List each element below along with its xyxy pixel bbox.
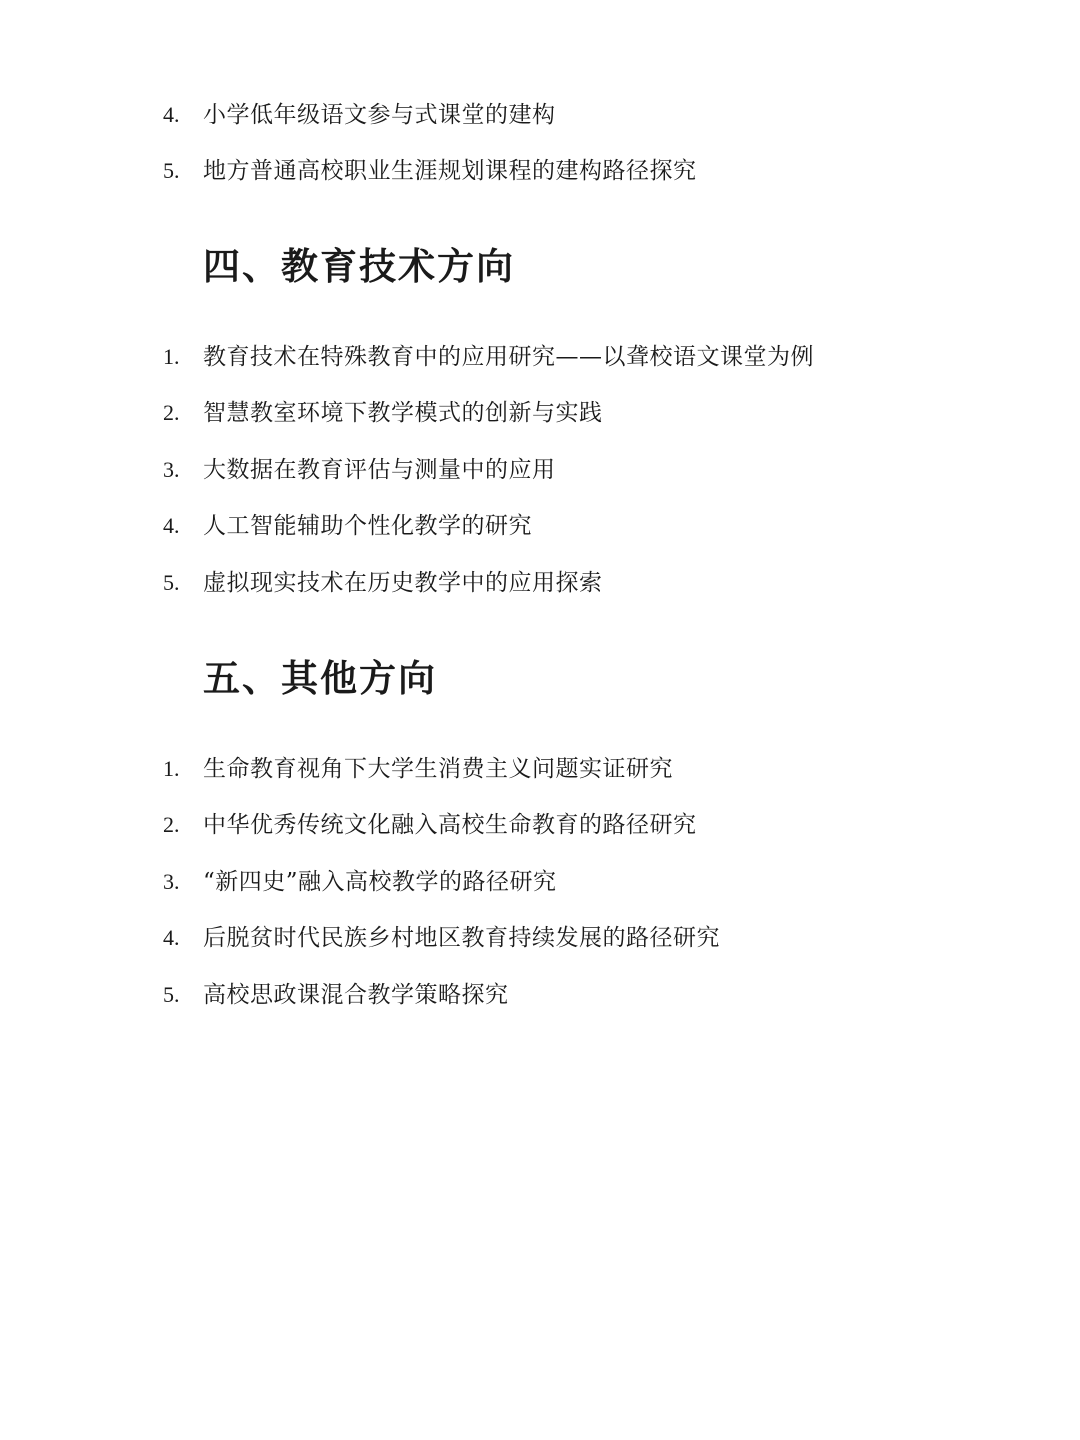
item-number: 5.	[163, 570, 180, 595]
item-text: 教育技术在特殊教育中的应用研究——以聋校语文课堂为例	[203, 344, 814, 370]
list-item	[163, 921, 720, 955]
list-item	[163, 808, 697, 842]
item-number: 2.	[163, 400, 180, 425]
item-number: 1.	[163, 756, 180, 781]
item-text: 生命教育视角下大学生消费主义问题实证研究	[203, 756, 673, 782]
list-item	[163, 752, 673, 786]
list-item	[163, 154, 697, 188]
section-heading: 四、教育技术方向	[203, 244, 515, 288]
item-text: 小学低年级语文参与式课堂的建构	[203, 102, 556, 128]
list-item	[163, 566, 603, 600]
item-text: 人工智能辅助个性化教学的研究	[203, 513, 532, 539]
list-item	[163, 98, 556, 132]
item-text: 中华优秀传统文化融入高校生命教育的路径研究	[203, 812, 697, 838]
item-number: 5.	[163, 158, 180, 183]
item-text: 大数据在教育评估与测量中的应用	[203, 457, 556, 483]
item-text: 地方普通高校职业生涯规划课程的建构路径探究	[203, 158, 697, 184]
item-number: 4.	[163, 102, 180, 127]
item-text: 智慧教室环境下教学模式的创新与实践	[203, 400, 603, 426]
item-number: 2.	[163, 812, 180, 837]
list-item	[163, 865, 557, 899]
item-number: 1.	[163, 344, 180, 369]
item-number: 5.	[163, 982, 180, 1007]
list-item	[163, 340, 814, 374]
list-item	[163, 453, 556, 487]
item-text: 虚拟现实技术在历史教学中的应用探索	[203, 570, 603, 596]
item-text: “新四史”融入高校教学的路径研究	[203, 869, 557, 895]
item-number: 4.	[163, 925, 180, 950]
section-heading: 五、其他方向	[203, 656, 437, 700]
item-text: 高校思政课混合教学策略探究	[203, 982, 509, 1008]
item-text: 后脱贫时代民族乡村地区教育持续发展的路径研究	[203, 925, 720, 951]
list-item	[163, 509, 532, 543]
list-item	[163, 396, 603, 430]
item-number: 3.	[163, 869, 180, 894]
list-item	[163, 978, 509, 1012]
item-number: 3.	[163, 457, 180, 482]
item-number: 4.	[163, 513, 180, 538]
